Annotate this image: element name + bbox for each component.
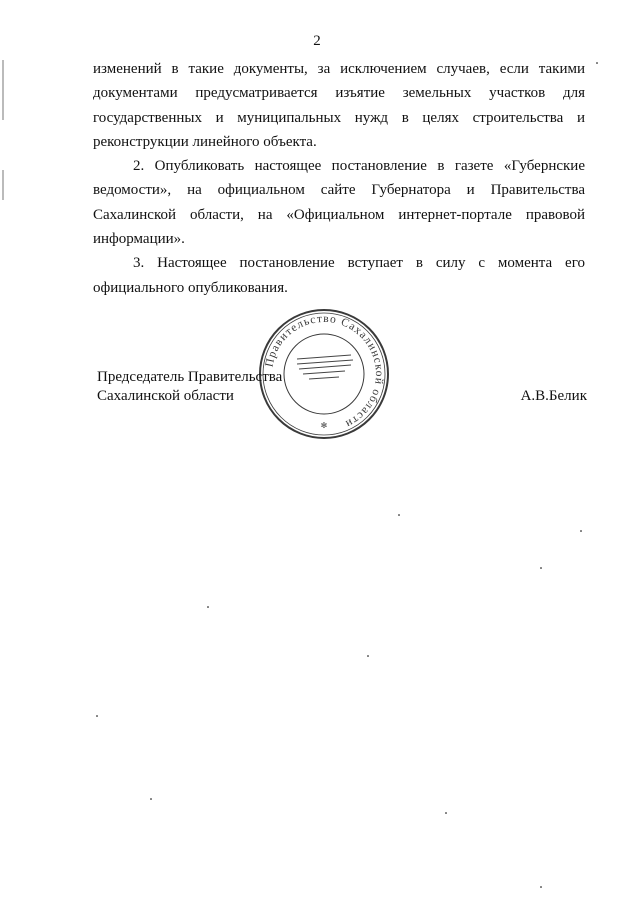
signatory-name: А.В.Белик: [520, 388, 587, 404]
paragraph-item-2: 2. Опубликовать настоящее постановление в газете «Губернские ведомости», на официальном сайте Губернатора и Правительства Сахалинской области, на «Официальном интернет-портале правовой информации».: [93, 158, 585, 248]
scan-speck: [540, 567, 542, 569]
page-number: 2: [313, 33, 321, 49]
scan-speck: [207, 606, 209, 608]
paragraph-continuation: изменений в такие документы, за исключением случаев, если такими документами предусматривается изъятие земельных участков для государственных и муниципальных нужд в целях строительства и реконструкции линейного объекта.: [93, 61, 585, 150]
scan-speck: [398, 514, 400, 516]
paragraph-item-3: 3. Настоящее постановление вступает в силу с момента его официального опубликования.: [93, 255, 585, 296]
seal-ring-text: Правительство Сахалинской области: [263, 312, 386, 431]
signature-block: [97, 368, 587, 406]
signatory-title: [97, 368, 587, 406]
scan-speck: [367, 655, 369, 657]
scan-margin-mark: [2, 60, 4, 120]
scan-speck: [445, 812, 447, 814]
seal-star-icon: ✻: [320, 421, 328, 430]
signatory-title-line-1: Председатель Правительства: [97, 369, 283, 385]
document-body: [93, 57, 585, 300]
signatory-title-line-2: Сахалинской области: [97, 388, 234, 404]
scan-speck: [150, 798, 152, 800]
scan-speck: [596, 62, 598, 64]
scan-speck: [580, 530, 582, 532]
scan-speck: [96, 715, 98, 717]
scan-margin-mark: [2, 170, 4, 200]
scan-speck: [540, 886, 542, 888]
